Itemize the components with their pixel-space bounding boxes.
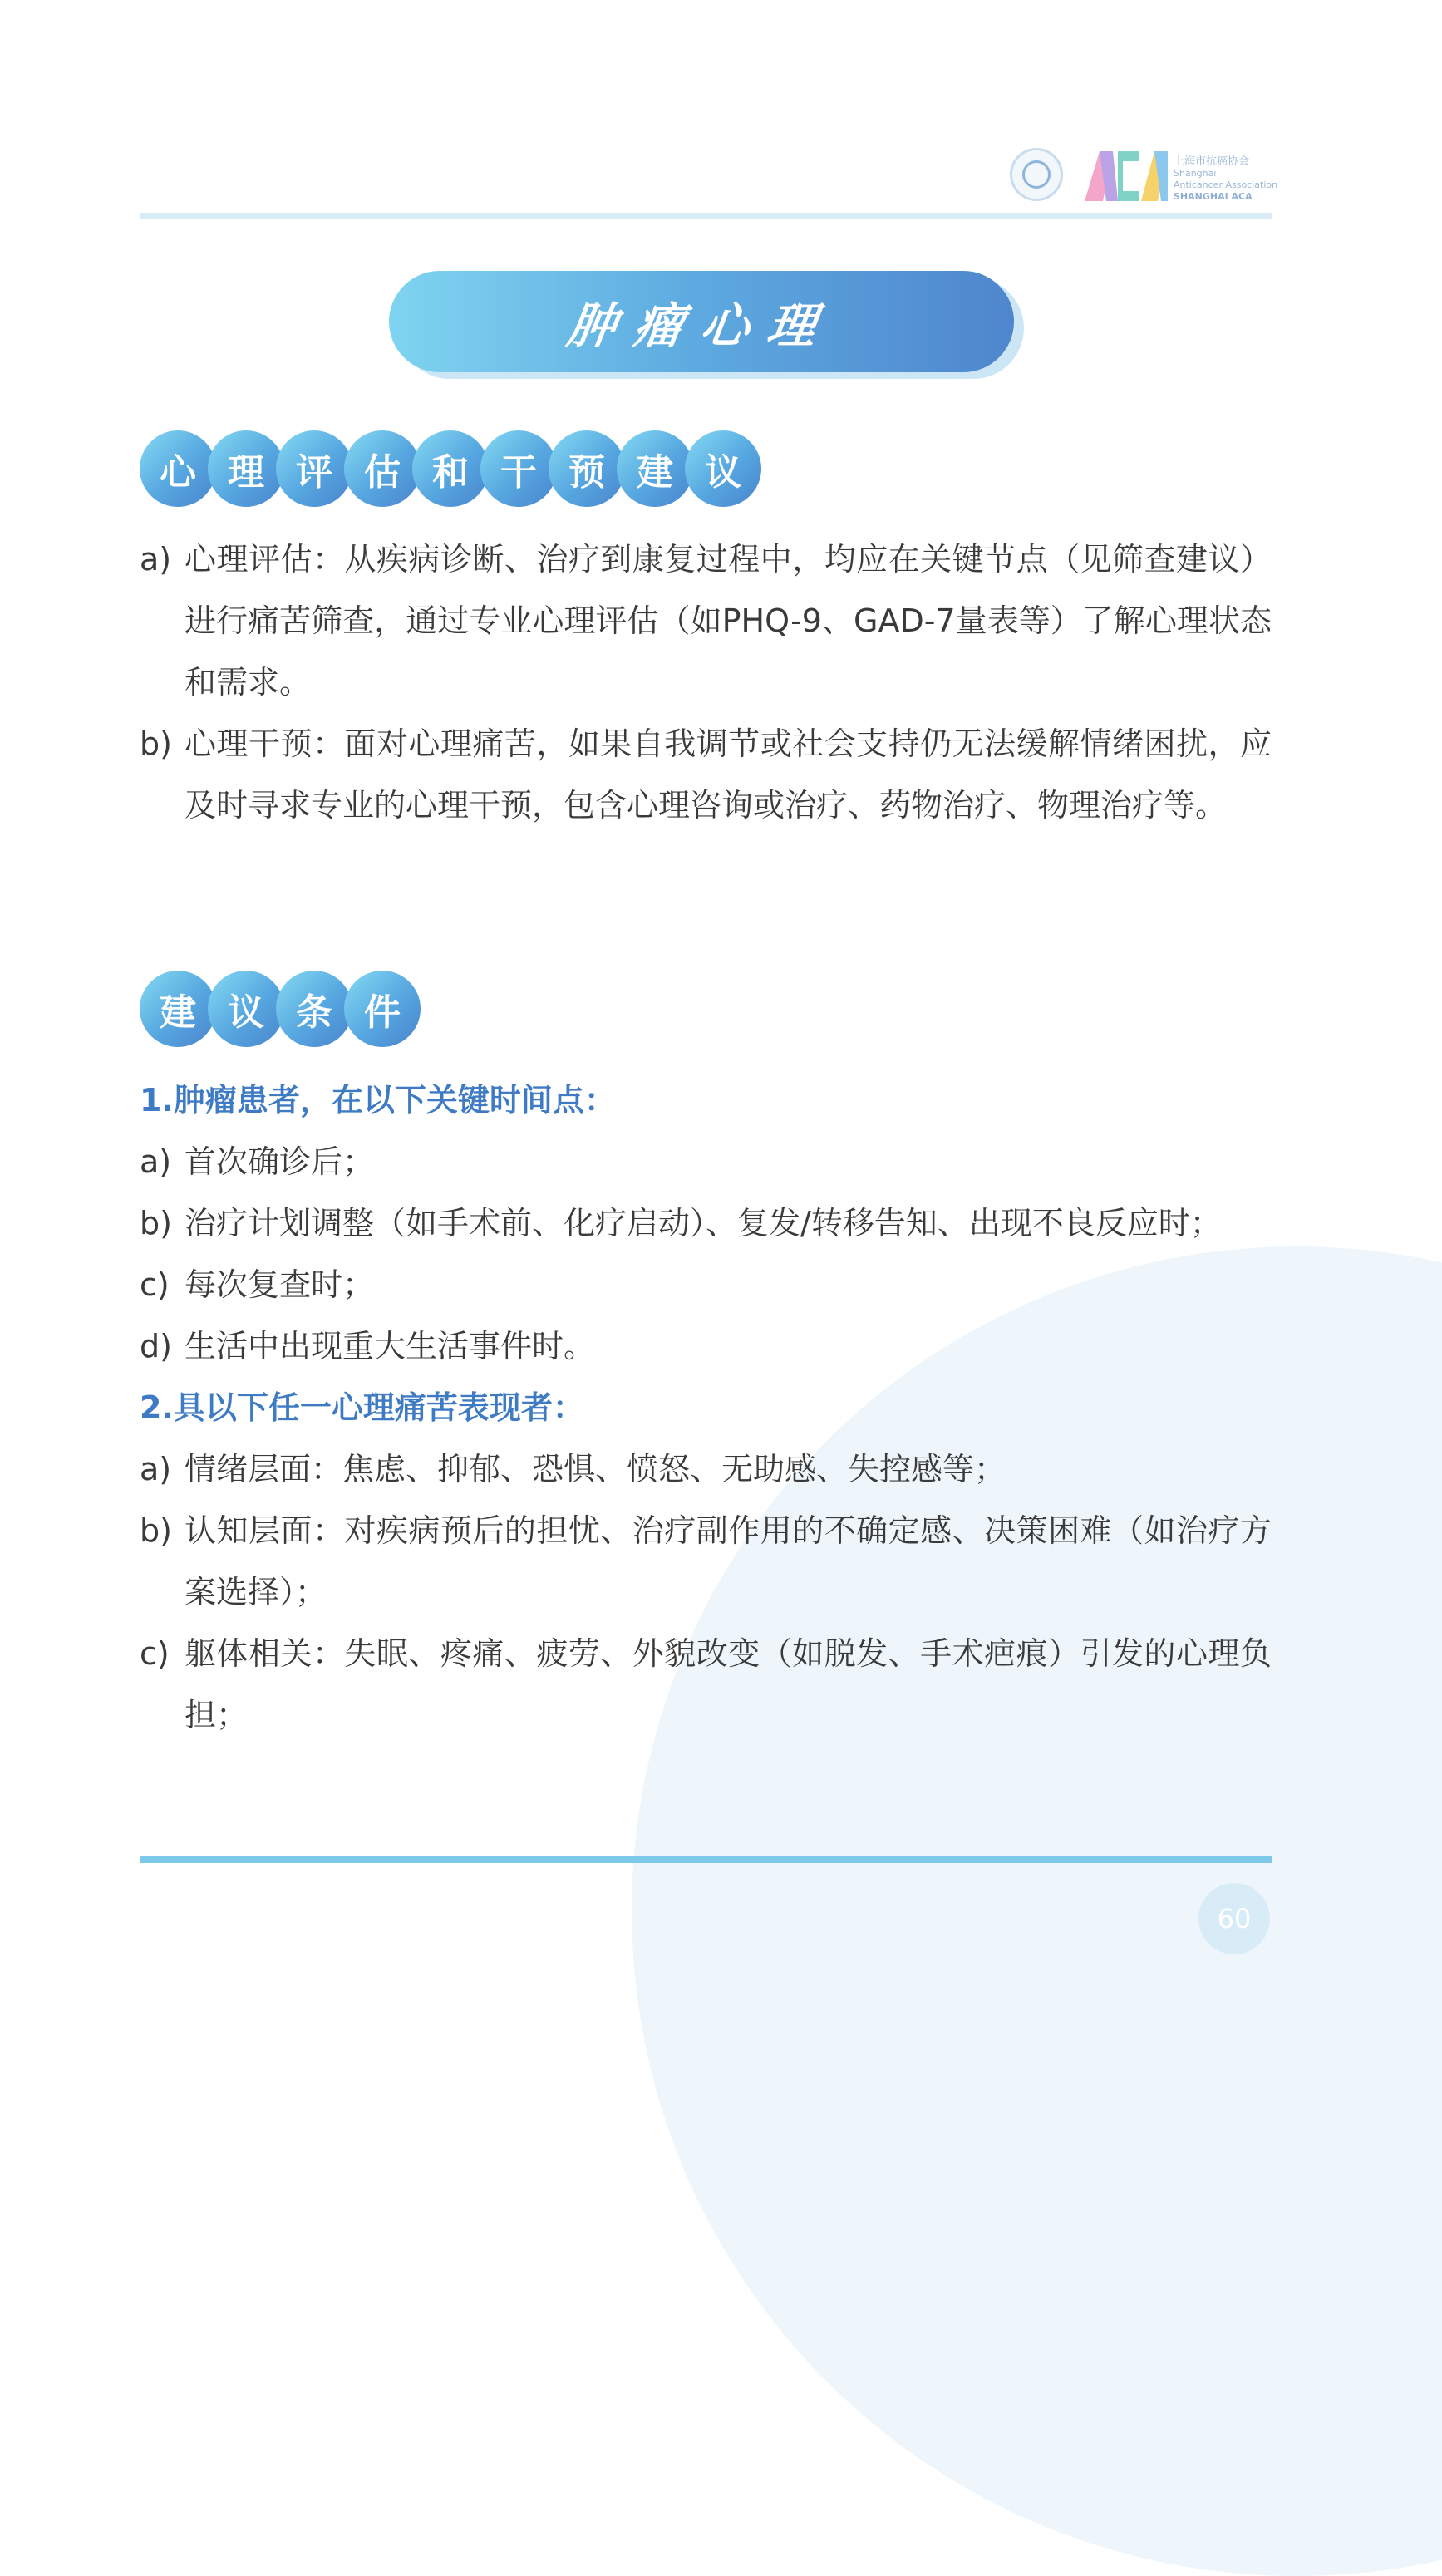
header-divider	[140, 213, 1272, 219]
item-marker: d)	[140, 1328, 172, 1364]
item-marker: b)	[140, 1512, 172, 1549]
item-marker: b)	[140, 1205, 172, 1241]
item-text: 生活中出现重大生活事件时。	[185, 1328, 596, 1364]
title-char: 建	[140, 971, 216, 1047]
title-char: 干	[480, 430, 557, 507]
item-marker: c)	[140, 1635, 170, 1672]
seal-logo	[1010, 148, 1063, 201]
title-char: 议	[208, 971, 284, 1047]
title-char: 心	[140, 430, 216, 507]
subheading: 2.具以下任一心理痛苦表现者：	[140, 1389, 584, 1426]
list-item	[140, 1623, 1272, 1746]
title-char: 件	[344, 971, 421, 1047]
item-marker: a)	[140, 1143, 172, 1180]
list-item	[140, 1315, 1272, 1377]
org-en-2: Anticancer Association	[1174, 179, 1278, 190]
section-title-assessment	[140, 430, 753, 507]
title-char: 预	[549, 430, 625, 507]
title-char: 和	[412, 430, 489, 507]
section2-body	[140, 1069, 1272, 1746]
item-text: 首次确诊后；	[185, 1143, 375, 1180]
association-name	[1174, 156, 1277, 203]
section1-body	[140, 528, 1272, 836]
title-char: 理	[208, 430, 284, 507]
item-marker: b)	[140, 725, 172, 762]
item-text: 情绪层面：焦虑、抑郁、恐惧、愤怒、无助感、失控感等；	[185, 1451, 1006, 1487]
aca-logo	[1085, 151, 1168, 201]
item-text: 心理评估：从疾病诊断、治疗到康复过程中，均应在关键节点（见筛查建议）进行痛苦筛查，通过专业心理评估（如PHQ-9、GAD-7量表等）了解心理状态和需求。	[185, 541, 1272, 701]
page-number: 60	[1198, 1883, 1270, 1954]
section-title-conditions	[140, 971, 412, 1047]
list-item	[140, 528, 1272, 713]
item-marker: a)	[140, 1451, 172, 1487]
item-text: 治疗计划调整（如手术前、化疗启动）、复发/转移告知、出现不良反应时；	[185, 1205, 1222, 1241]
item-text: 躯体相关：失眠、疼痛、疲劳、外貌改变（如脱发、手术疤痕）引发的心理负担；	[185, 1635, 1272, 1733]
item-marker: c)	[140, 1266, 170, 1303]
item-text: 认知层面：对疾病预后的担忧、治疗副作用的不确定感、决策困难（如治疗方案选择）；	[185, 1512, 1272, 1610]
item-text: 每次复查时；	[185, 1266, 375, 1303]
item-text: 心理干预：面对心理痛苦，如果自我调节或社会支持仍无法缓解情绪困扰，应及时寻求专业的心理干预，包含心理咨询或治疗、药物治疗、物理治疗等。	[185, 725, 1272, 823]
page-title: 肿瘤心理	[564, 297, 839, 354]
title-banner	[389, 271, 1014, 372]
list-item	[140, 1131, 1272, 1192]
list-item	[140, 1192, 1272, 1254]
list-item	[140, 1438, 1272, 1500]
title-char: 评	[276, 430, 352, 507]
item-marker: a)	[140, 541, 172, 578]
title-char: 估	[344, 430, 421, 507]
title-char: 条	[276, 971, 352, 1047]
list-item	[140, 1500, 1272, 1623]
org-en-3: SHANGHAI ACA	[1174, 191, 1253, 202]
org-en-1: Shanghai	[1174, 168, 1217, 179]
org-cn: 上海市抗癌协会	[1174, 155, 1250, 168]
footer-divider	[140, 1856, 1272, 1863]
list-item	[140, 713, 1272, 836]
subheading: 1.肿瘤患者，在以下关键时间点：	[140, 1082, 616, 1118]
title-char: 议	[685, 430, 761, 507]
list-item	[140, 1254, 1272, 1315]
title-char: 建	[617, 430, 693, 507]
